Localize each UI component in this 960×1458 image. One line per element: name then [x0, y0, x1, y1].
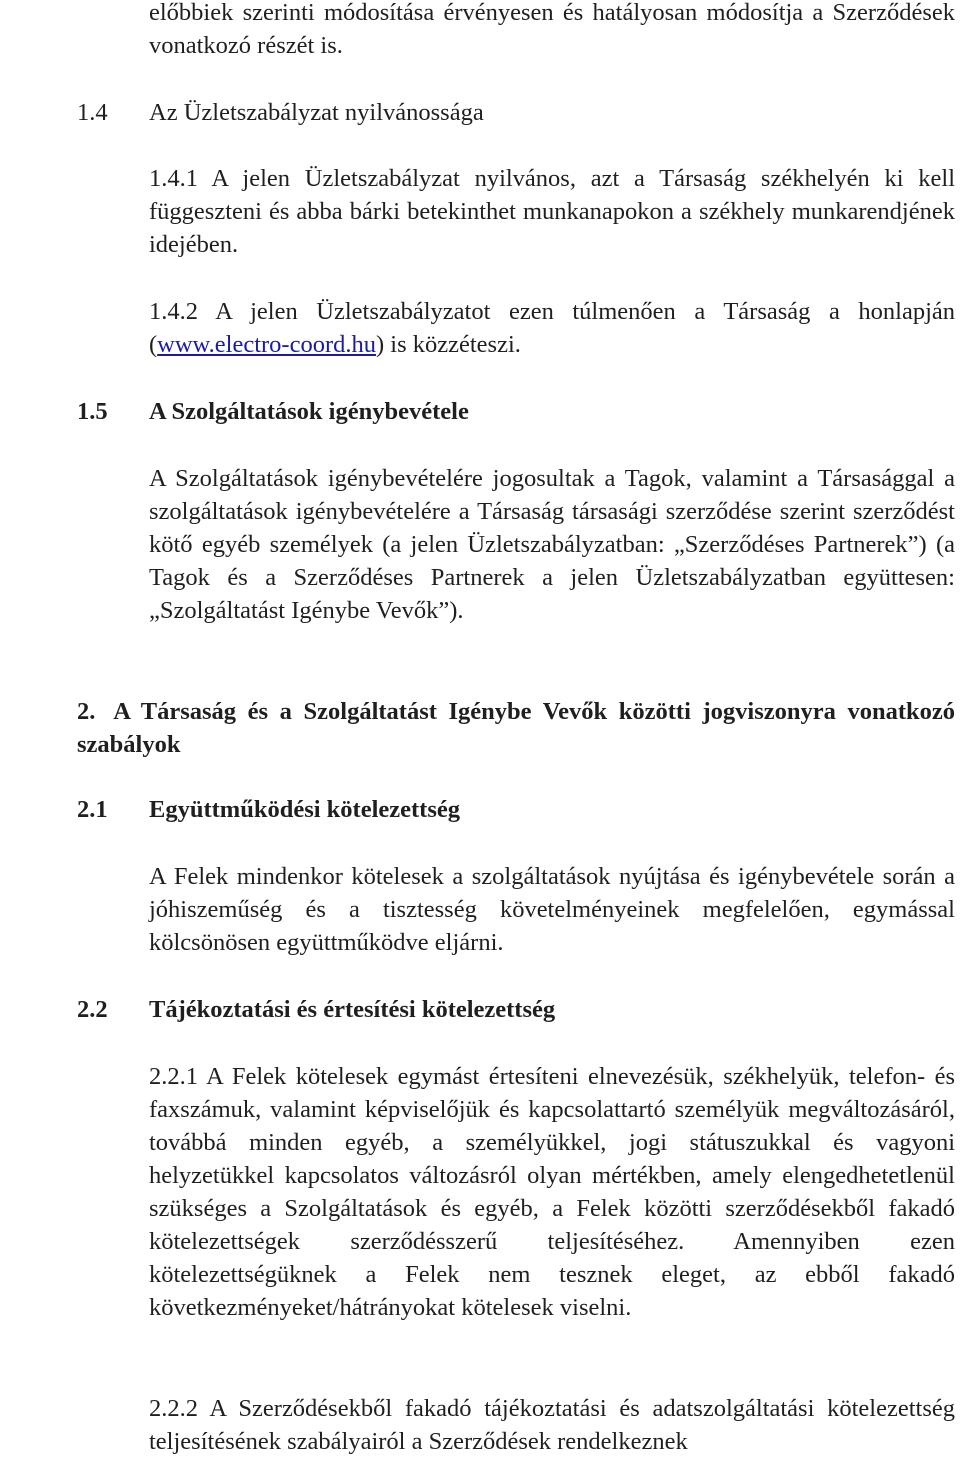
paragraph-2-1: A Felek mindenkor kötelesek a szolgáltatások nyújtása és igénybevétele során a jóhiszeműség és a tisztesség követelményeinek megfelelően, egymással kölcsönösen együttműködve eljárni. — [149, 863, 955, 956]
section-number: 1.4 — [77, 99, 108, 126]
section-number: 2.2 — [77, 996, 108, 1023]
section-number: 1.5 — [77, 398, 108, 425]
paragraph-1-4-1: 1.4.1 A jelen Üzletszabályzat nyilvános, azt a Társaság székhelyén ki kell függeszteni és abba bárki betekinthet munkanapokon a székhely munkarendjének idejében. — [149, 165, 955, 258]
paragraph-1-5: A Szolgáltatások igénybevételére jogosultak a Tagok, valamint a Társasággal a szolgáltatások igénybevételére a Társaság társasági szerződése szerint szerződést kötő egyéb személyek (a jelen Üzletszabályzatban: „Szerződéses Partnerek”) (a Tagok és a Szerződéses Partnerek a jelen Üzletszabályzatban együttesen: „Szolgáltatást Igénybe Vevők”). — [149, 465, 955, 624]
chapter-heading-2 — [77, 695, 955, 761]
paragraph-text: 1.4.2 A jelen Üzletszabályzatot ezen túlmenően a Társaság a honlapján ( — [149, 298, 955, 358]
section-title: Az Üzletszabályzat nyilvánossága — [149, 99, 484, 126]
paragraph-2-2-1: 2.2.1 A Felek kötelesek egymást értesíteni elnevezésük, székhelyük, telefon- és faxszámuk, valamint képviselőjük és kapcsolattartó személyük megváltozásáról, továbbá minden egyéb, a személyükkel, jogi státuszukkal és vagyoni helyzetükkel kapcsolatos változásról olyan mértékben, amely elengedhetetlenül szükséges a Szolgáltatások és egyéb, a Felek közötti szerződésekből fakadó kötelezettségek szerződésszerű teljesítéséhez. Amennyiben ezen kötelezettségüknek a Felek nem tesznek eleget, az ebből fakadó következményeket/hátrányokat kötelesek viselni. — [149, 1063, 955, 1321]
chapter-number: 2. — [77, 698, 96, 725]
section-number: 2.1 — [77, 796, 108, 823]
chapter-title: A Társaság és a Szolgáltatást Igénybe Vevők közötti jogviszonyra vonatkozó szabályok — [77, 698, 955, 758]
paragraph-2-2-2: 2.2.2 A Szerződésekből fakadó tájékoztatási és adatszolgáltatási kötelezettség teljesítésének szabályairól a Szerződések rendelkeznek — [149, 1395, 955, 1455]
website-link[interactable]: www.electro-coord.hu — [157, 331, 376, 358]
paragraph-text: ) is közzéteszi. — [376, 331, 521, 358]
section-title: A Szolgáltatások igénybevétele — [149, 398, 469, 425]
section-title: Együttműködési kötelezettség — [149, 796, 460, 823]
section-title: Tájékoztatási és értesítési kötelezettség — [149, 996, 556, 1023]
paragraph-1-4-2 — [149, 295, 955, 361]
paragraph-intro: előbbiek szerinti módosítása érvényesen és hatályosan módosítja a Szerződések vonatkozó részét is. — [149, 0, 955, 59]
